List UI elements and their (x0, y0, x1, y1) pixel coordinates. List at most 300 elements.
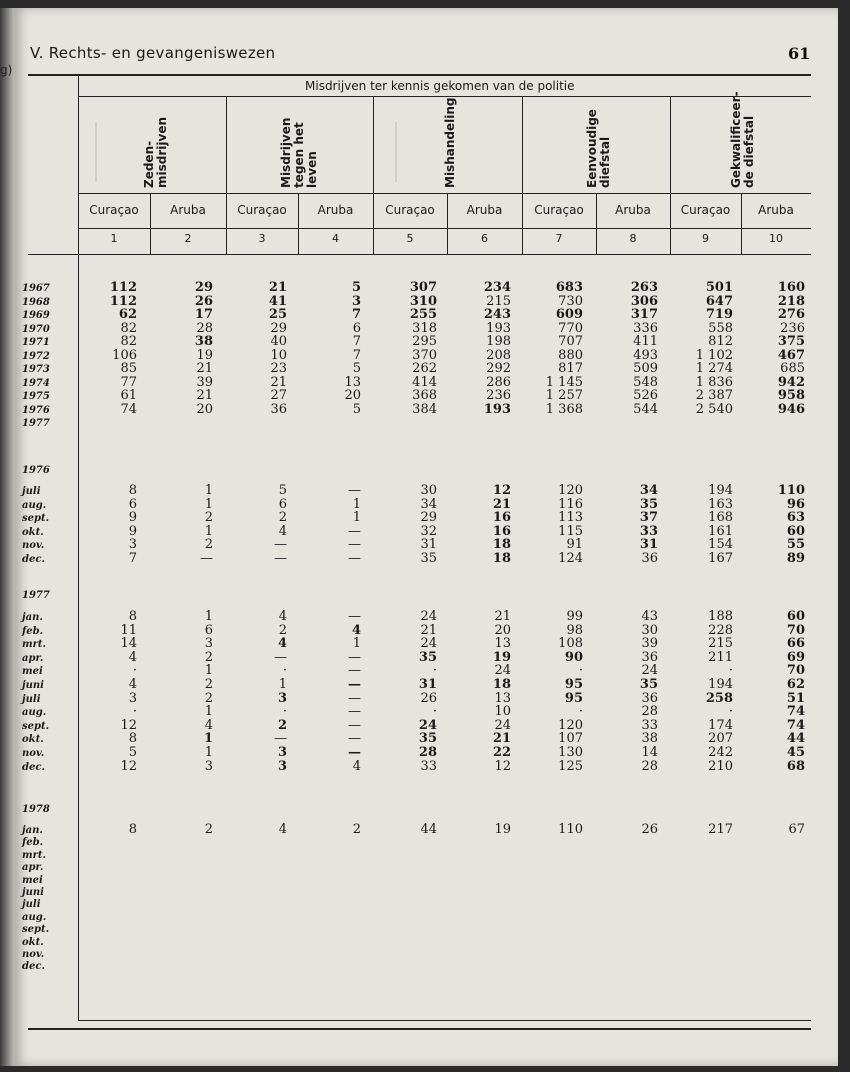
table-cell: — (348, 523, 361, 539)
table-cell: 21 (492, 731, 511, 747)
row-label: sept. (22, 513, 50, 525)
table-cell: 3 (277, 758, 287, 774)
table-cell: 24 (420, 636, 437, 652)
table-cell: 22 (492, 745, 511, 760)
table-cell: 69 (786, 649, 805, 665)
table-cell: 96 (786, 496, 805, 512)
column-number: 9 (702, 232, 709, 245)
table-cell: 95 (564, 690, 583, 706)
colnum-bottom-rule (28, 254, 811, 255)
table-cell: 77 (120, 374, 137, 390)
table-cell: 16 (492, 523, 511, 539)
table-cell: 1 368 (545, 401, 583, 417)
table-cell: 24 (494, 717, 511, 733)
table-cell: 31 (420, 537, 437, 553)
table-cell: 40 (270, 334, 287, 349)
table-cell: 414 (412, 374, 437, 390)
table-cell: 8 (128, 483, 137, 498)
table-cell: 2 (204, 822, 213, 837)
column-number: 10 (769, 232, 783, 245)
table-cell: — (274, 649, 287, 665)
table-cell: — (348, 609, 361, 624)
table-cell: 188 (708, 609, 733, 624)
table-cell: 21 (268, 280, 287, 295)
row-label: 1972 (22, 350, 50, 362)
table-cell: 942 (777, 374, 805, 390)
table-cell: 90 (564, 649, 583, 665)
subheader-top-rule (78, 193, 811, 194)
row-label: mrt. (22, 639, 46, 651)
table-cell: 1 274 (695, 361, 733, 376)
table-cell: 55 (786, 537, 805, 553)
table-cell: 3 (204, 636, 213, 652)
table-cell: 43 (641, 609, 658, 624)
table-cell: 29 (270, 320, 287, 336)
table-cell: 1 (204, 483, 213, 498)
subheader-bottom-rule (78, 228, 811, 229)
table-cell: 1 (204, 496, 213, 512)
table-cell: 880 (558, 347, 583, 363)
table-cell: 4 (278, 822, 287, 837)
row-label: apr. (22, 652, 44, 664)
group-header-mishandeling (444, 98, 457, 188)
table-cell: 2 540 (695, 401, 733, 417)
table-cell: 7 (352, 347, 361, 363)
table-cell: 18 (492, 537, 511, 553)
table-cell: 198 (486, 334, 511, 349)
row-label: juli (22, 899, 41, 911)
table-cell: 2 (204, 649, 213, 665)
table-cell: — (348, 717, 361, 733)
section-title: V. Rechts- en gevangeniswezen (30, 44, 276, 62)
row-label: feb. (22, 837, 44, 849)
table-cell: 36 (641, 690, 658, 706)
group-header-line: leven (305, 151, 319, 188)
group-header-line: Misdrijven (279, 117, 293, 188)
table-cell: 4 (278, 523, 287, 539)
group-header-line: Mishandeling (443, 97, 457, 188)
table-cell: 1 102 (695, 347, 733, 363)
table-cell: 3 (277, 690, 287, 706)
table-cell: 24 (420, 609, 437, 624)
table-cell: 3 (277, 745, 287, 760)
table-cell: 70 (786, 622, 805, 638)
table-cell: 20 (494, 622, 511, 638)
table-cell: 89 (786, 551, 805, 566)
row-label: sept. (22, 720, 50, 732)
table-cell: — (348, 745, 361, 760)
table-cell: 18 (492, 677, 511, 692)
table-cell: 19 (492, 649, 511, 665)
table-cell: 1 145 (545, 374, 583, 390)
table-cell: 2 (352, 822, 361, 837)
row-label: okt. (22, 936, 44, 948)
table-cell: 26 (641, 822, 658, 837)
table-cell: 4 (278, 609, 287, 624)
table-cell: 1 (352, 636, 361, 652)
table-cell: 74 (786, 704, 805, 720)
row-label: juli (22, 693, 41, 705)
table-cell: 812 (708, 334, 733, 349)
table-cell: 34 (420, 496, 437, 512)
table-cell: 211 (708, 649, 733, 665)
table-cell: 707 (558, 334, 583, 349)
table-cell: 817 (558, 361, 583, 376)
table-cell: 35 (418, 649, 437, 665)
table-cell: 236 (486, 388, 511, 403)
table-cell: 28 (641, 704, 658, 720)
table-cell: 41 (268, 293, 287, 309)
table-cell: 2 (278, 622, 287, 638)
column-number: 7 (555, 232, 563, 245)
table-cell: 193 (483, 401, 511, 417)
table-cell: 255 (409, 307, 437, 322)
table-cell: 243 (483, 307, 511, 322)
table-cell: 7 (352, 334, 361, 349)
table-cell: 411 (633, 334, 658, 349)
table-cell: — (348, 551, 361, 566)
table-cell: 1 (204, 523, 213, 539)
table-cell: 13 (494, 690, 511, 706)
table-cell: 228 (708, 622, 733, 638)
table-cell: 509 (633, 361, 658, 376)
group-separator (373, 97, 374, 254)
table-cell: 1 (204, 609, 213, 624)
table-cell: 98 (566, 622, 583, 638)
table-cell: 7 (351, 307, 361, 322)
table-cell: 60 (786, 609, 805, 624)
row-label: mei (22, 874, 43, 886)
table-cell: 120 (558, 717, 583, 733)
section-year-heading: 1977 (22, 590, 50, 601)
table-cell: 719 (705, 307, 733, 322)
table-cell: 12 (120, 717, 137, 733)
table-cell: 116 (558, 496, 583, 512)
table-cell: 295 (412, 334, 437, 349)
table-cell: 25 (268, 307, 287, 322)
table-cell: 35 (639, 677, 658, 692)
section-year-heading: 1978 (22, 804, 50, 815)
table-cell: 160 (777, 280, 805, 295)
table-cell: 38 (641, 731, 658, 747)
subheader-aruba: Aruba (317, 203, 354, 217)
table-cell: 1 836 (695, 374, 733, 390)
table-cell: 1 (278, 677, 287, 692)
table-cell: — (348, 649, 361, 665)
table-cell: 6 (204, 622, 213, 638)
table-cell: 28 (641, 758, 658, 774)
table-cell: 35 (418, 731, 437, 747)
table-cell: 218 (777, 293, 805, 309)
table-cell: · (432, 663, 437, 679)
table-cell: 292 (486, 361, 511, 376)
row-label: nov. (22, 540, 45, 552)
table-cell: 1 (352, 510, 361, 526)
table-cell: 161 (708, 523, 733, 539)
table-cell: — (200, 551, 213, 566)
table-cell: 31 (639, 537, 658, 553)
table-cell: 99 (566, 609, 583, 624)
table-cell: 95 (564, 677, 583, 692)
table-cell: 193 (486, 320, 511, 336)
table-cell: 370 (412, 347, 437, 363)
group-header-gekwalificeerde-diefstal (730, 91, 756, 188)
group-header-line: tegen het (292, 122, 306, 188)
table-cell: 18 (492, 551, 511, 566)
table-cell: 28 (418, 745, 437, 760)
row-label: 1967 (22, 283, 50, 294)
row-label: 1968 (22, 296, 50, 308)
table-cell: 44 (420, 822, 437, 837)
table-cell: 16 (492, 510, 511, 526)
table-cell: 3 (128, 690, 137, 706)
table-cell: 730 (558, 293, 583, 309)
table-cell: 4 (128, 649, 137, 665)
table-cell: 60 (786, 523, 805, 539)
table-cell: 770 (558, 320, 583, 336)
show-through-shadow (395, 122, 437, 182)
subheader-curacao: Curaçao (534, 203, 584, 217)
table-cell: 683 (555, 280, 583, 295)
table-cell: 236 (780, 320, 805, 336)
table-cell: 26 (420, 690, 437, 706)
table-cell: 39 (641, 636, 658, 652)
row-label: 1973 (22, 364, 50, 375)
table-cell: 17 (194, 307, 213, 322)
table-cell: 124 (558, 551, 583, 566)
row-label: juni (22, 680, 44, 691)
subheader-aruba: Aruba (758, 203, 794, 217)
table-cell: 20 (196, 401, 213, 417)
table-cell: 36 (641, 649, 658, 665)
table-cell: 82 (120, 334, 137, 349)
table-cell: 1 (352, 496, 361, 512)
table-cell: — (274, 731, 287, 747)
table-cell: 2 (204, 690, 213, 706)
group-header-line: de diefstal (742, 115, 756, 188)
table-cell: 26 (194, 293, 213, 309)
table-cell: 163 (708, 496, 733, 512)
table-cell: 1 (204, 663, 213, 679)
table-cell: · (132, 663, 137, 679)
table-cell: 1 257 (545, 388, 583, 403)
table-cell: 12 (492, 483, 511, 498)
table-cell: 19 (494, 822, 511, 837)
table-cell: 1 (204, 745, 213, 760)
table-cell: 39 (196, 374, 213, 390)
table-cell: 62 (118, 307, 137, 322)
table-cell: 958 (777, 388, 805, 403)
group-header-line: misdrijven (155, 117, 169, 188)
table-cell: 368 (412, 388, 437, 403)
subheader-curacao: Curaçao (89, 203, 139, 217)
table-cell: 4 (352, 758, 361, 774)
table-cell: · (578, 704, 583, 720)
table-cell: 1 (204, 704, 213, 720)
table-cell: 44 (786, 731, 805, 747)
table-cell: 68 (786, 758, 805, 774)
table-cell: 208 (486, 347, 511, 363)
table-cell: — (348, 704, 361, 720)
table-cell: 112 (109, 293, 137, 309)
group-header-eenvoudige-diefstal (586, 109, 612, 188)
table-cell: 106 (112, 347, 137, 363)
table-cell: 51 (786, 690, 805, 706)
table-cell: 215 (708, 636, 733, 652)
show-through-shadow (95, 122, 157, 182)
table-cell: 8 (128, 609, 137, 624)
table-cell: 20 (344, 388, 361, 403)
table-cell: — (348, 731, 361, 747)
table-cell: 9 (128, 523, 137, 539)
table-cell: 262 (412, 361, 437, 376)
table-cell: 21 (492, 496, 511, 512)
table-cell: 467 (777, 347, 805, 363)
table-cell: 130 (558, 745, 583, 760)
table-cell: 3 (204, 758, 213, 774)
table-cell: 10 (494, 704, 511, 720)
table-cell: · (282, 704, 287, 720)
table-cell: 384 (412, 401, 437, 417)
group-header-line: diefstal (598, 136, 612, 188)
row-label: dec. (22, 761, 45, 773)
table-cell: 4 (204, 717, 213, 733)
table-cell: 67 (788, 822, 805, 837)
table-cell: — (348, 483, 361, 498)
table-cell: 2 (278, 510, 287, 526)
row-label: aug. (22, 707, 47, 719)
table-cell: 19 (196, 347, 213, 363)
table-cell: 317 (630, 307, 658, 322)
column-number: 6 (481, 232, 488, 245)
table-cell: · (432, 704, 437, 720)
table-cell: 6 (352, 320, 361, 336)
table-cell: 12 (494, 758, 511, 774)
row-label: mrt. (22, 849, 46, 861)
row-label: juni (22, 887, 44, 898)
table-cell: 82 (120, 320, 137, 336)
row-label: okt. (22, 526, 44, 538)
table-cell: 4 (277, 636, 287, 652)
table-cell: 63 (786, 510, 805, 526)
row-label: mei (22, 666, 43, 678)
table-cell: 194 (708, 483, 733, 498)
table-cell: 21 (196, 388, 213, 403)
table-cell: 10 (270, 347, 287, 363)
table-cell: — (348, 690, 361, 706)
table-cell: 168 (708, 510, 733, 526)
table-cell: — (348, 677, 361, 692)
group-header-line: Eenvoudige (585, 109, 599, 188)
table-cell: 263 (630, 280, 658, 295)
table-cell: — (348, 537, 361, 553)
group-header-line: Gekwalificeer- (729, 91, 743, 188)
row-label: nov. (22, 949, 45, 960)
table-cell: 66 (786, 636, 805, 652)
table-cell: 45 (786, 745, 805, 760)
page-number: 61 (788, 44, 811, 63)
row-label: 1977 (22, 418, 50, 429)
table-cell: 23 (270, 361, 287, 376)
table-cell: 558 (708, 320, 733, 336)
table-cell: 35 (639, 496, 658, 512)
row-label: juli (22, 486, 41, 497)
table-cell: 38 (194, 334, 213, 349)
row-label: aug. (22, 911, 47, 923)
table-cell: 3 (128, 537, 137, 553)
table-cell: 5 (352, 361, 361, 376)
table-cell: 28 (196, 320, 213, 336)
table-cell: 21 (196, 361, 213, 376)
table-cell: 74 (120, 401, 137, 417)
table-cell: 36 (641, 551, 658, 566)
table-cell: 21 (494, 609, 511, 624)
column-number: 4 (332, 232, 339, 245)
table-cell: — (274, 551, 287, 566)
table-cell: 375 (777, 334, 805, 349)
row-label: apr. (22, 862, 44, 874)
table-cell: 24 (641, 663, 658, 679)
table-cell: 609 (555, 307, 583, 322)
table-cell: 112 (109, 280, 137, 295)
bottom-rule (78, 1020, 811, 1021)
row-label: dec. (22, 554, 45, 565)
table-cell: 8 (128, 822, 137, 837)
row-label: 1976 (22, 404, 50, 416)
table-cell: 8 (128, 731, 137, 747)
table-cell: 74 (786, 717, 805, 733)
table-cell: 27 (270, 388, 287, 403)
table-cell: 12 (120, 758, 137, 774)
table-cell: 318 (412, 320, 437, 336)
table-cell: 13 (494, 636, 511, 652)
table-cell: 306 (630, 293, 658, 309)
table-cell: 258 (705, 690, 733, 706)
footer-rule (28, 1028, 811, 1030)
table-cell: 194 (708, 677, 733, 692)
row-label: nov. (22, 748, 45, 759)
table-cell: 31 (418, 677, 437, 692)
table-cell: 4 (128, 677, 137, 692)
table-cell: 108 (558, 636, 583, 652)
super-header: Misdrijven ter kennis gekomen van de politie (305, 79, 575, 93)
column-number: 5 (406, 232, 414, 245)
table-cell: 210 (708, 758, 733, 774)
subheader-curacao: Curaçao (237, 203, 287, 217)
table-cell: 526 (633, 388, 658, 403)
row-label: 1969 (22, 310, 50, 321)
table-cell: 685 (780, 361, 805, 376)
table-cell: 85 (120, 361, 137, 376)
subheader-curacao: Curaçao (680, 203, 731, 217)
table-cell: · (578, 663, 583, 679)
column-number: 1 (110, 232, 118, 245)
table-cell: 2 (204, 510, 213, 526)
table-cell: 11 (120, 622, 137, 638)
table-cell: 32 (420, 523, 437, 539)
table-cell: 91 (566, 537, 583, 553)
table-cell: 276 (777, 307, 805, 322)
previous-page-edge-text: g) (0, 63, 13, 77)
table-cell: 215 (486, 293, 511, 309)
group-separator (522, 97, 523, 254)
table-cell: 6 (128, 496, 137, 512)
table-cell: 2 387 (695, 388, 733, 403)
row-label: dec. (22, 961, 45, 973)
table-cell: 946 (777, 401, 805, 417)
column-number: 3 (258, 232, 266, 245)
table-cell: 647 (705, 293, 733, 309)
